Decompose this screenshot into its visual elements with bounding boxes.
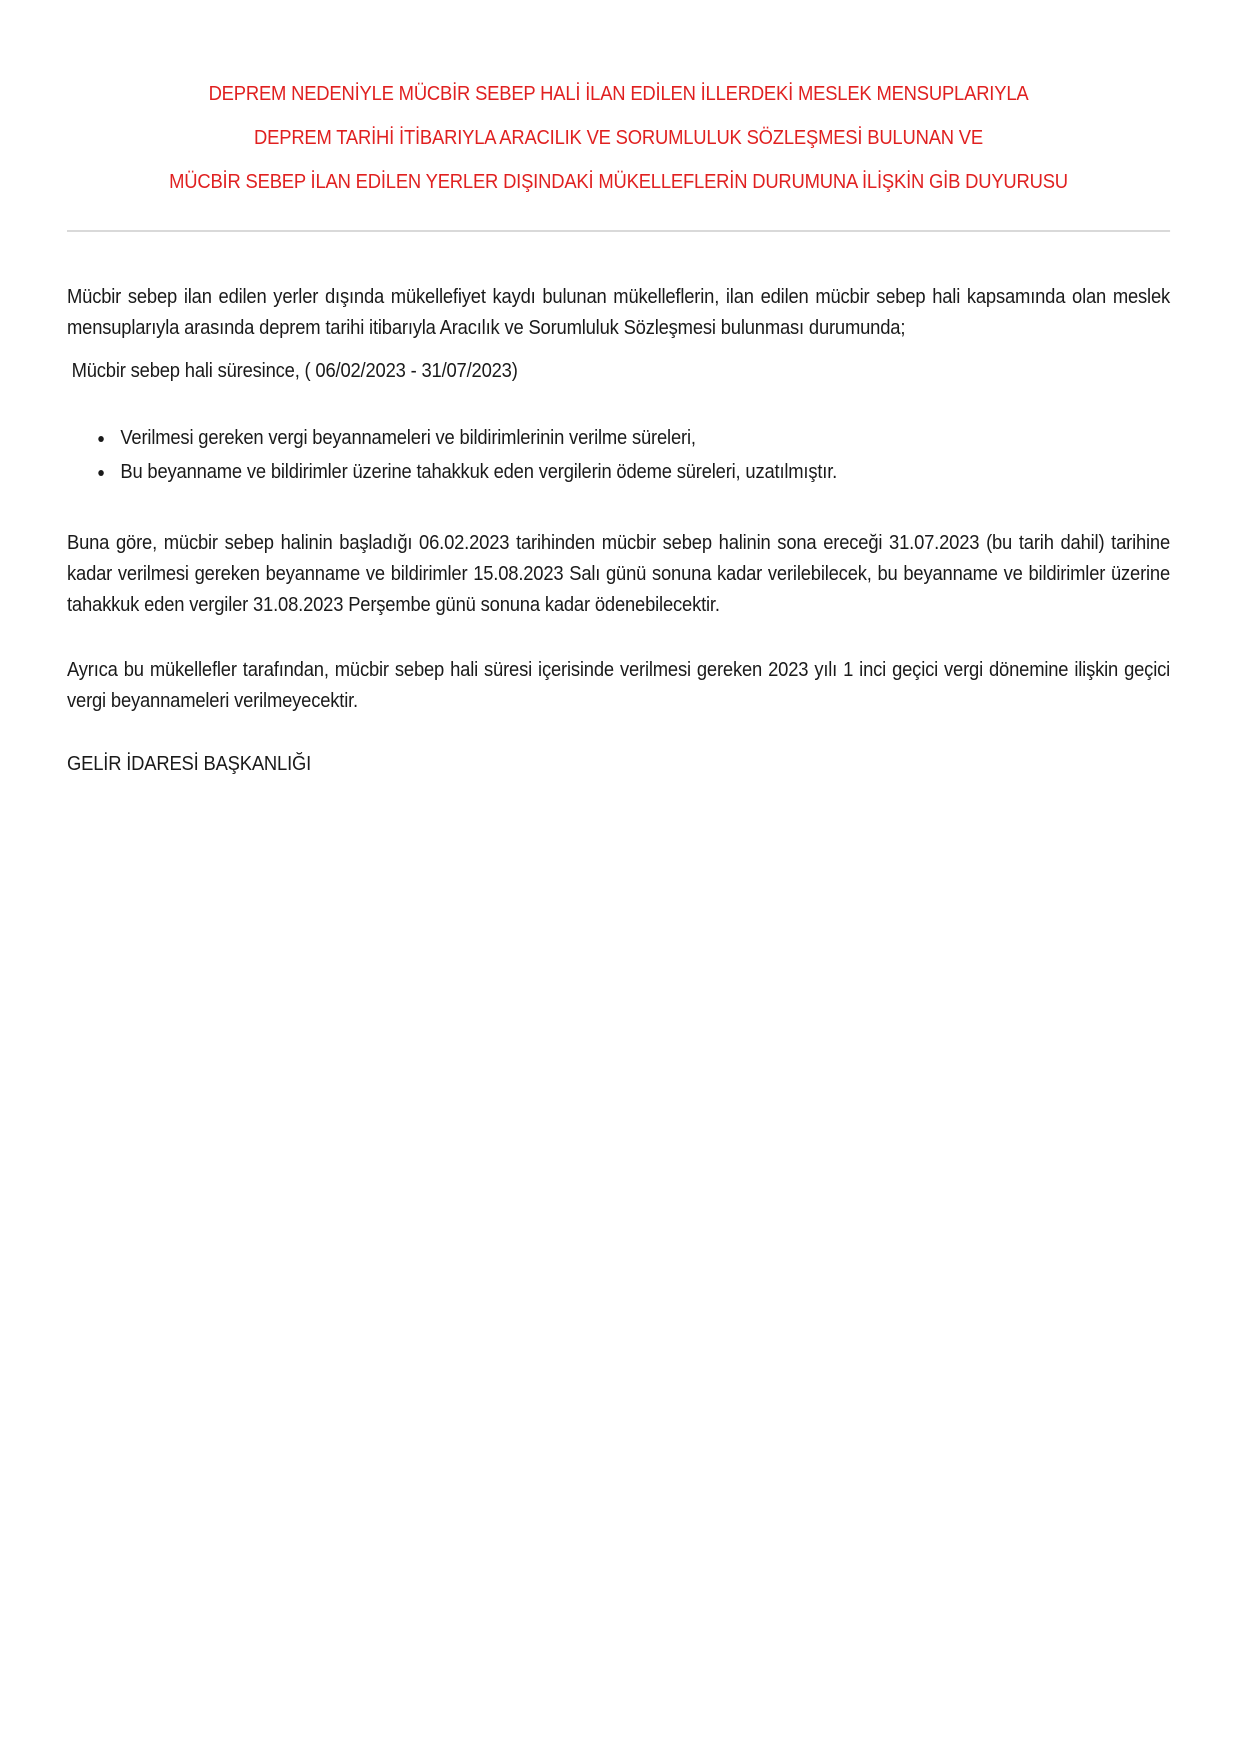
paragraph-scope: Mücbir sebep ilan edilen yerler dışında mükellefiyet kaydı bulunan mükelleflerin, ilan edilen mücbir sebep hali kapsamında olan meslek mensuplarıyla arasında deprem tarihi itibarıyla Aracılık ve Sorumluluk Sözleşmesi bulunması durumunda; xyxy=(67,286,1171,339)
paragraph-duration: Mücbir sebep hali süresince, ( 06/02/2023 - 31/07/2023) xyxy=(71,360,518,382)
paragraph-provisional-tax: Ayrıca bu mükellefler tarafından, mücbir sebep hali süresi içerisinde verilmesi gereken 2023 yılı 1 inci geçici vergi dönemine ilişkin geçici vergi beyannameleri verilmeyecektir. xyxy=(67,659,1171,712)
document-text-block xyxy=(67,72,1170,776)
signature-line: GELİR İDARESİ BAŞKANLIĞI xyxy=(67,753,312,775)
document-content xyxy=(0,72,1241,776)
title-line-2: DEPREM TARİHİ İTİBARIYLA ARACILIK VE SORUMLULUK SÖZLEŞMESİ BULUNAN VE xyxy=(254,127,983,149)
paragraph-new-deadlines: Buna göre, mücbir sebep halinin başladığı 06.02.2023 tarihinden mücbir sebep halinin sona ereceği 31.07.2023 (bu tarih dahil) tarihine kadar verilmesi gereken beyanname ve bildirimler 15.08.2023 Salı günü sonuna kadar verilebilecek, bu beyanname ve bildirimler üzerine tahakkuk eden vergiler 31.08.2023 Perşembe günü sonuna kadar ödenebilecektir. xyxy=(67,532,1171,616)
bullet-text: Verilmesi gereken vergi beyannameleri ve bildirimlerinin verilme süreleri, xyxy=(120,427,696,449)
title-line-3: MÜCBİR SEBEP İLAN EDİLEN YERLER DIŞINDAKİ MÜKELLEFLERİN DURUMUNA İLİŞKİN GİB DUYURUSU xyxy=(169,171,1068,193)
announcement-title xyxy=(67,72,1170,204)
title-divider xyxy=(67,230,1170,232)
bullet-payment-deadlines xyxy=(115,457,1170,488)
bullet-text: Bu beyanname ve bildirimler üzerine tahakkuk eden vergilerin ödeme süreleri, uzatılmıştır. xyxy=(120,461,838,483)
extension-bullet-list xyxy=(67,423,1170,488)
title-line-1: DEPREM NEDENİYLE MÜCBİR SEBEP HALİ İLAN EDİLEN İLLERDEKİ MESLEK MENSUPLARIYLA xyxy=(208,83,1029,105)
bullet-declaration-deadlines xyxy=(115,423,1170,454)
